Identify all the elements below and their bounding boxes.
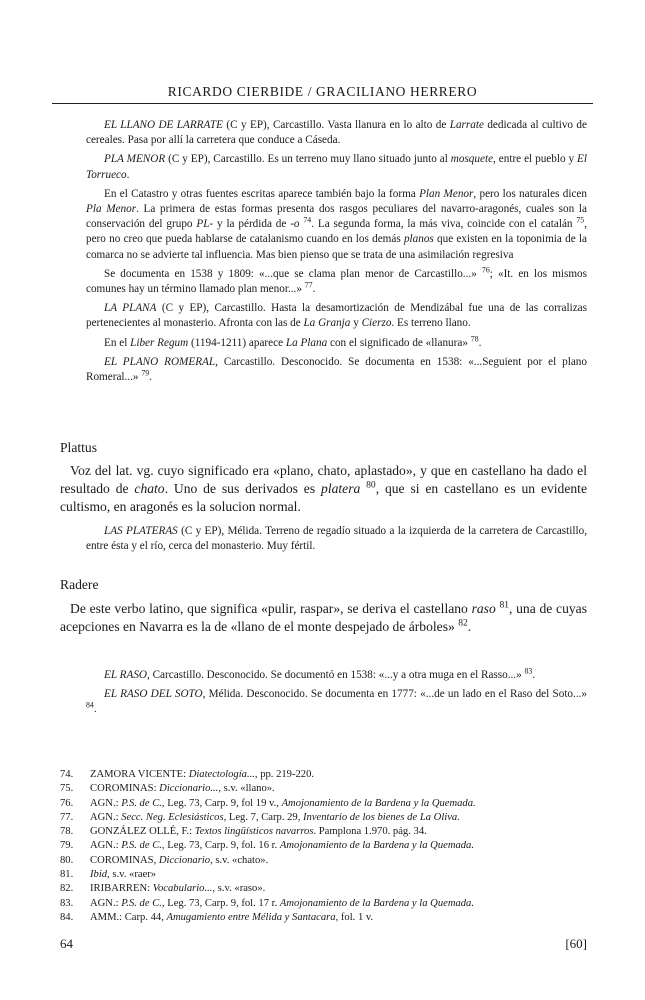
footnote	[60, 782, 587, 796]
entries-block-1	[86, 118, 587, 389]
running-header: RICARDO CIERBIDE / GRACILIANO HERRERO	[52, 84, 593, 104]
section-paragraph: De este verbo latino, que significa «pulir, raspar», se deriva el castellano raso $^{81}$, una de cuyas acepciones en Navarra es la de «llano de el monte despejado de árboles» $^{82}$.	[60, 600, 587, 635]
footnote-text: IRIBARREN: Vocabulario..., s.v. «raso».	[90, 883, 266, 895]
footnote-number: 83.	[60, 897, 74, 909]
entry-paragraph: LA PLANA (C y EP), Carcastillo. Hasta la desamortización de Mendizábal fue una de las corralizas pertenecientes al monasterio. Afronta con las de La Granja y Cierzo. Es terreno llano.	[86, 302, 587, 330]
footnote-number: 74.	[60, 769, 74, 780]
footnotes	[60, 768, 587, 925]
entry-paragraph: EL LLANO DE LARRATE (C y EP), Carcastillo. Vasta llanura en lo alto de Larrate dedicada al cultivo de cereales. Pasa por allí la carretera que conduce a Cáseda.	[86, 119, 587, 147]
footnote-text: GONZÁLEZ OLLÉ, F.: Textos lingüísticos navarros. Pamplona 1.970. pág. 34.	[90, 826, 427, 838]
footnote-number: 82.	[60, 883, 74, 895]
footnote-number: 77.	[60, 811, 74, 823]
footnote-number: 84.	[60, 911, 74, 923]
footnote	[60, 868, 587, 882]
footnote	[60, 911, 587, 925]
entry-paragraph: En el Catastro y otras fuentes escritas aparece también bajo la forma Plan Menor, pero los naturales dicen Pla Menor. La primera de estas formas presenta dos rasgos peculiares del navarro-aragonés, cuales son la conservación del grupo PL- y la pérdida de -o $^{74}$. La segunda forma, la más viva, coincide con el catalán $^{75}$, pero no creo que pueda hablarse de catalanismo cuando en los demás planos que existen en la toponimia de la comarca no se advierte tal influencia. Mas bien pienso que se trata de una asimilación regresiva	[86, 187, 587, 261]
footnote	[60, 797, 587, 811]
footnote-text: Ibid, s.v. «raer»	[90, 869, 157, 881]
footnote	[60, 854, 587, 868]
entry-paragraph: LAS PLATERAS (C y EP), Mélida. Terreno de regadío situado a la izquierda de la carretera de Carcastillo, entre ésta y el río, cerca del monasterio. Muy fértil.	[86, 525, 587, 553]
footnote	[60, 811, 587, 825]
footnote-text: COROMINAS: Diccionario..., s.v. «llano».	[90, 783, 275, 795]
page-number-right: [60]	[565, 936, 587, 951]
footnote	[60, 897, 587, 911]
footnote-text: AGN.: P.S. de C., Leg. 73, Carp. 9, fol. 16 r. Amojonamiento de la Bardena y la Quemada.	[90, 840, 475, 852]
entries-block-2	[86, 524, 587, 558]
section-title-radere: Radere	[60, 577, 99, 592]
entry-paragraph: EL PLANO ROMERAL, Carcastillo. Desconocido. Se documenta en 1538: «...Seguient por el plano Romeral...» $^{79}$.	[86, 355, 587, 384]
footnote-number: 80.	[60, 854, 74, 866]
footnote	[60, 839, 587, 853]
footnote-text: AGN.: P.S. de C., Leg. 73, Carp. 9, fol 19 v., Amojonamiento de la Bardena y la Quemada.	[90, 797, 476, 809]
section-text-plattus	[60, 462, 587, 517]
footnote-text: AMM.: Carp. 44, Amugamiento entre Mélida y Santacara, fol. 1 v.	[90, 911, 374, 923]
footnote-text: COROMINAS, Diccionario, s.v. «chato».	[90, 854, 269, 866]
footnote-number: 81.	[60, 869, 74, 881]
page-number-left: 64	[60, 936, 73, 951]
entry-paragraph: EL RASO DEL SOTO, Mélida. Desconocido. Se documenta en 1777: «...de un lado en el Raso del Soto...» $^{84}$.	[86, 688, 588, 716]
section-title-plattus: Plattus	[60, 440, 98, 455]
footnote-text: AGN.: P.S. de C., Leg. 73, Carp. 9, fol. 17 r. Amojonamiento de la Bardena y la Quemada.	[90, 897, 475, 909]
entries-block-3	[86, 668, 587, 722]
footnote-number: 79.	[60, 840, 74, 852]
footnote	[60, 768, 587, 782]
section-paragraph: Voz del lat. vg. cuyo significado era «plano, chato, aplastado», y que en castellano ha dado el resultado de chato. Uno de sus derivados es platera $^{80}$, que si en castellano es un evidente cultismo, en aragonés es la solucion normal.	[60, 463, 587, 515]
entry-paragraph: En el Liber Regum (1194-1211) aparece La Plana con el significado de «llanura» $^{78}$.	[104, 333, 482, 349]
footnote-number: 75.	[60, 783, 74, 795]
entry-paragraph: PLA MENOR (C y EP), Carcastillo. Es un terreno muy llano situado junto al mosquete, entre el pueblo y El Torrueco.	[86, 153, 587, 181]
entry-paragraph: Se documenta en 1538 y 1809: «...que se clama plan menor de Carcastillo...» $^{76}$; «It. en los mismos comunes hay un término llamado plan menor...» $^{77}$.	[86, 265, 588, 296]
footnote	[60, 882, 587, 896]
footnote-text: ZAMORA VICENTE: Diatectología..., pp. 219-220.	[90, 769, 315, 780]
footnote-number: 78.	[60, 826, 74, 838]
entry-paragraph: EL RASO, Carcastillo. Desconocido. Se documentó en 1538: «...y a otra muga en el Rasso...» $^{83}$.	[104, 666, 536, 681]
footnote	[60, 825, 587, 839]
footnote-text: AGN.: Secc. Neg. Eclesiásticos, Leg. 7, Carp. 29, Inventario de los bienes de La Oliva.	[90, 811, 460, 823]
footnote-number: 76.	[60, 797, 74, 809]
section-text-radere	[60, 600, 587, 636]
